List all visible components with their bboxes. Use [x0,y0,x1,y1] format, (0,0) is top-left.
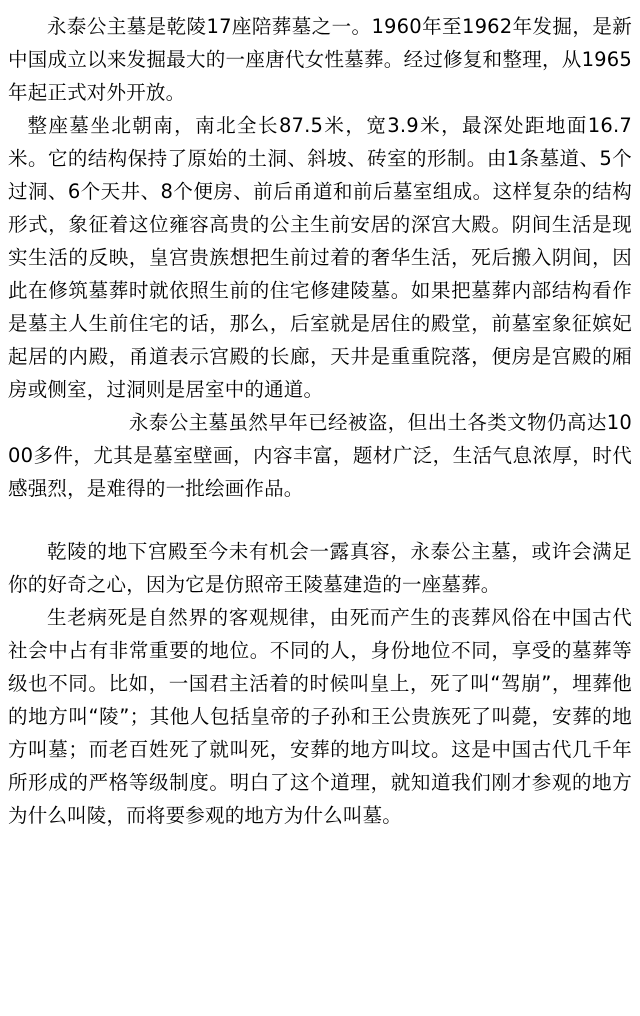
paragraph-qianling-palace: 乾陵的地下宫殿至今未有机会一露真容，永泰公主墓，或许会满足你的好奇之心，因为它是仿照帝王陵墓建造的一座墓葬。 [8,540,632,596]
paragraph-relics: 永泰公主墓虽然早年已经被盗，但出土各类文物仍高达1000多件，尤其是墓室壁画，内容丰富，题材广泛，生活气息浓厚，时代感强烈，是难得的一批绘画作品。 [8,411,632,500]
paragraph-spacer [8,505,632,535]
paragraph-tomb-intro: 永泰公主墓是乾陵17座陪葬墓之一。1960年至1962年发掘，是新中国成立以来发掘最大的一座唐代女性墓葬。经过修复和整理，从1965年起正式对外开放。 [8,15,632,104]
paragraph-tomb-structure: 整座墓坐北朝南，南北全长87.5米，宽3.9米，最深处距地面16.7米。它的结构保持了原始的土洞、斜坡、砖室的形制。由1条墓道、5个过洞、6个天井、8个便房、前后甬道和前后墓室组成。这样复杂的结构形式，象征着这位雍容高贵的公主生前安居的深宫大殿。阴间生活是现实生活的反映，皇宫贵族想把生前过着的奢华生活，死后搬入阴间，因此在修筑墓葬时就依照生前的住宅修建陵墓。如果把墓葬内部结构看作是墓主人生前住宅的话，那么，后室就是居住的殿堂，前墓室象征嫔妃起居的内殿，甬道表示宫殿的长廊，天井是重重院落，便房是宫殿的厢房或侧室，过洞则是居室中的通道。 [8,114,632,401]
paragraph-burial-customs: 生老病死是自然界的客观规律，由死而产生的丧葬风俗在中国古代社会中占有非常重要的地位。不同的人，身份地位不同，享受的墓葬等级也不同。比如，一国君主活着的时候叫皇上，死了叫“驾崩”，埋葬他的地方叫“陵”；其他人包括皇帝的子孙和王公贵族死了叫薨，安葬的地方叫墓；而老百姓死了就叫死，安葬的地方叫坟。这是中国古代几千年所形成的严格等级制度。明白了这个道理，就知道我们刚才参观的地方为什么叫陵，而将要参观的地方为什么叫墓。 [8,606,632,827]
